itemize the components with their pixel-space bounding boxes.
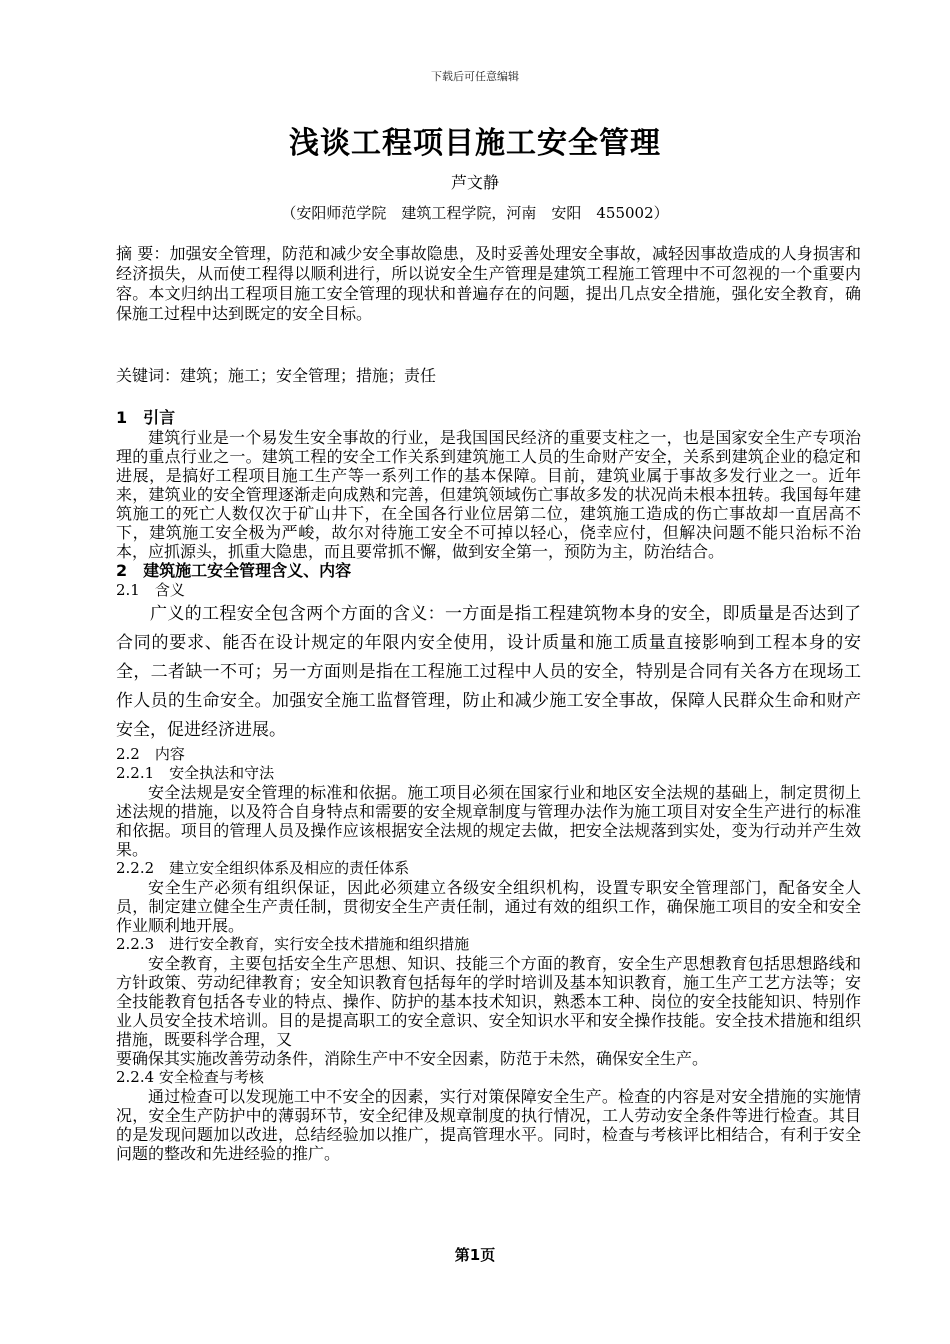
subsection-heading-2-2: 2.2 内容 [116, 745, 185, 763]
keywords [116, 366, 861, 386]
paragraph: 安全生产必须有组织保证，因此必须建立各级安全组织机构，设置专职安全管理部门，配备安全人员，制定建立健全生产责任制，贯彻安全生产责任制，通过有效的组织工作，确保施工项目的安全和安全作业顺利地开展。 [116, 878, 861, 935]
paragraph: 广义的工程安全包含两个方面的含义：一方面是指工程建筑物本身的安全，即质量是否达到了合同的要求、能否在设计规定的年限内安全使用，设计质量和施工质量直接影响到工程本身的安全，二者缺一不可；另一方面则是指在工程施工过程中人员的安全，特别是合同有关各方在现场工作人员的生命安全。加强安全施工监督管理，防止和减少施工安全事故，保障人民群众生命和财产安全，促进经济进展。 [116, 604, 861, 740]
paragraph: 安全教育，主要包括安全生产思想、知识、技能三个方面的教育，安全生产思想教育包括思想路线和方针政策、劳动纪律教育；安全知识教育包括每年的学时培训及基本知识教育，施工生产工艺方法等；安全技能教育包括各专业的特点、操作、防护的基本技术知识，熟悉本工种、岗位的安全技能知识、特别作业人员安全技术培训。目的是提高职工的安全意识、安全知识水平和安全操作技能。安全技术措施和组织措施，既要科学合理，又 [116, 954, 861, 1049]
body-content [116, 408, 861, 1163]
page-number: 第1页 [454, 1246, 496, 1264]
section-heading-1: 1 引言 [116, 408, 176, 427]
paragraph: 安全法规是安全管理的标准和依据。施工项目必须在国家行业和地区安全法规的基础上，制定贯彻上述法规的措施，以及符合自身特点和需要的安全规章制度与管理办法作为施工项目对安全生产进行的标准和依据。项目的管理人员及操作应该根据安全法规的规定去做，把安全法规落到实处，变为行动并产生效果。 [116, 783, 861, 859]
affiliation: （安阳师范学院 建筑工程学院，河南 安阳 455002） [281, 204, 669, 222]
subsection-heading-2-2-4: 2.2.4 安全检查与考核 [116, 1068, 264, 1086]
keywords-text: 建筑；施工；安全管理；措施；责任 [180, 366, 437, 385]
paper-title: 浅谈工程项目施工安全管理 [289, 126, 661, 161]
section-heading-2: 2 建筑施工安全管理含义、内容 [116, 561, 352, 580]
subsection-heading-2-2-2: 2.2.2 建立安全组织体系及相应的责任体系 [116, 859, 410, 877]
header-note: 下载后可任意编辑 [431, 70, 519, 83]
paragraph: 要确保其实施改善劳动条件，消除生产中不安全因素，防范于未然，确保安全生产。 [116, 1049, 709, 1068]
author: 芦文静 [450, 173, 499, 192]
paragraph: 通过检查可以发现施工中不安全的因素，实行对策保障安全生产。检查的内容是对安全措施的实施情况，安全生产防护中的薄弱环节，安全纪律及规章制度的执行情况，工人劳动安全条件等进行检查。其目的是发现问题加以改进，总结经验加以推广，提高管理水平。同时，检查与考核评比相结合，有利于安全问题的整改和先进经验的推广。 [116, 1087, 861, 1163]
paragraph: 建筑行业是一个易发生安全事故的行业，是我国国民经济的重要支柱之一，也是国家安全生产专项治理的重点行业之一。建筑工程的安全工作关系到建筑施工人员的生命财产安全，关系到建筑企业的稳定和进展，是搞好工程项目施工生产等一系列工作的基本保障。目前，建筑业属于事故多发行业之一。近年来，建筑业的安全管理逐渐走向成熟和完善，但建筑领域伤亡事故多发的状况尚未根本扭转。我国每年建筑施工的死亡人数仅次于矿山井下，在全国各行业位居第二位，建筑施工造成的伤亡事故却一直居高不下，建筑施工安全极为严峻，故尔对待施工安全不可掉以轻心，侥幸应付，但解决问题不能只治标不治本，应抓源头，抓重大隐患，而且要常抓不懈，做到安全第一，预防为主，防治结合。 [116, 428, 861, 561]
keywords-label: 关键词： [116, 366, 181, 385]
subsection-heading-2-2-1: 2.2.1 安全执法和守法 [116, 764, 275, 782]
subsection-heading-2-2-3: 2.2.3 进行安全教育，实行安全技术措施和组织措施 [116, 935, 470, 953]
abstract-label: 摘 要： [116, 244, 170, 263]
subsection-heading-2-1: 2.1 含义 [116, 581, 185, 599]
abstract-text: 加强安全管理，防范和减少安全事故隐患，及时妥善处理安全事故，减轻因事故造成的人身损害和经济损失，从而使工程得以顺利进行，所以说安全生产管理是建筑工程施工管理中不可忽视的一个重要内容。本文归纳出工程项目施工安全管理的现状和普遍存在的问题，提出几点安全措施，强化安全教育，确保施工过程中达到既定的安全目标。 [116, 244, 861, 323]
abstract [116, 244, 861, 324]
